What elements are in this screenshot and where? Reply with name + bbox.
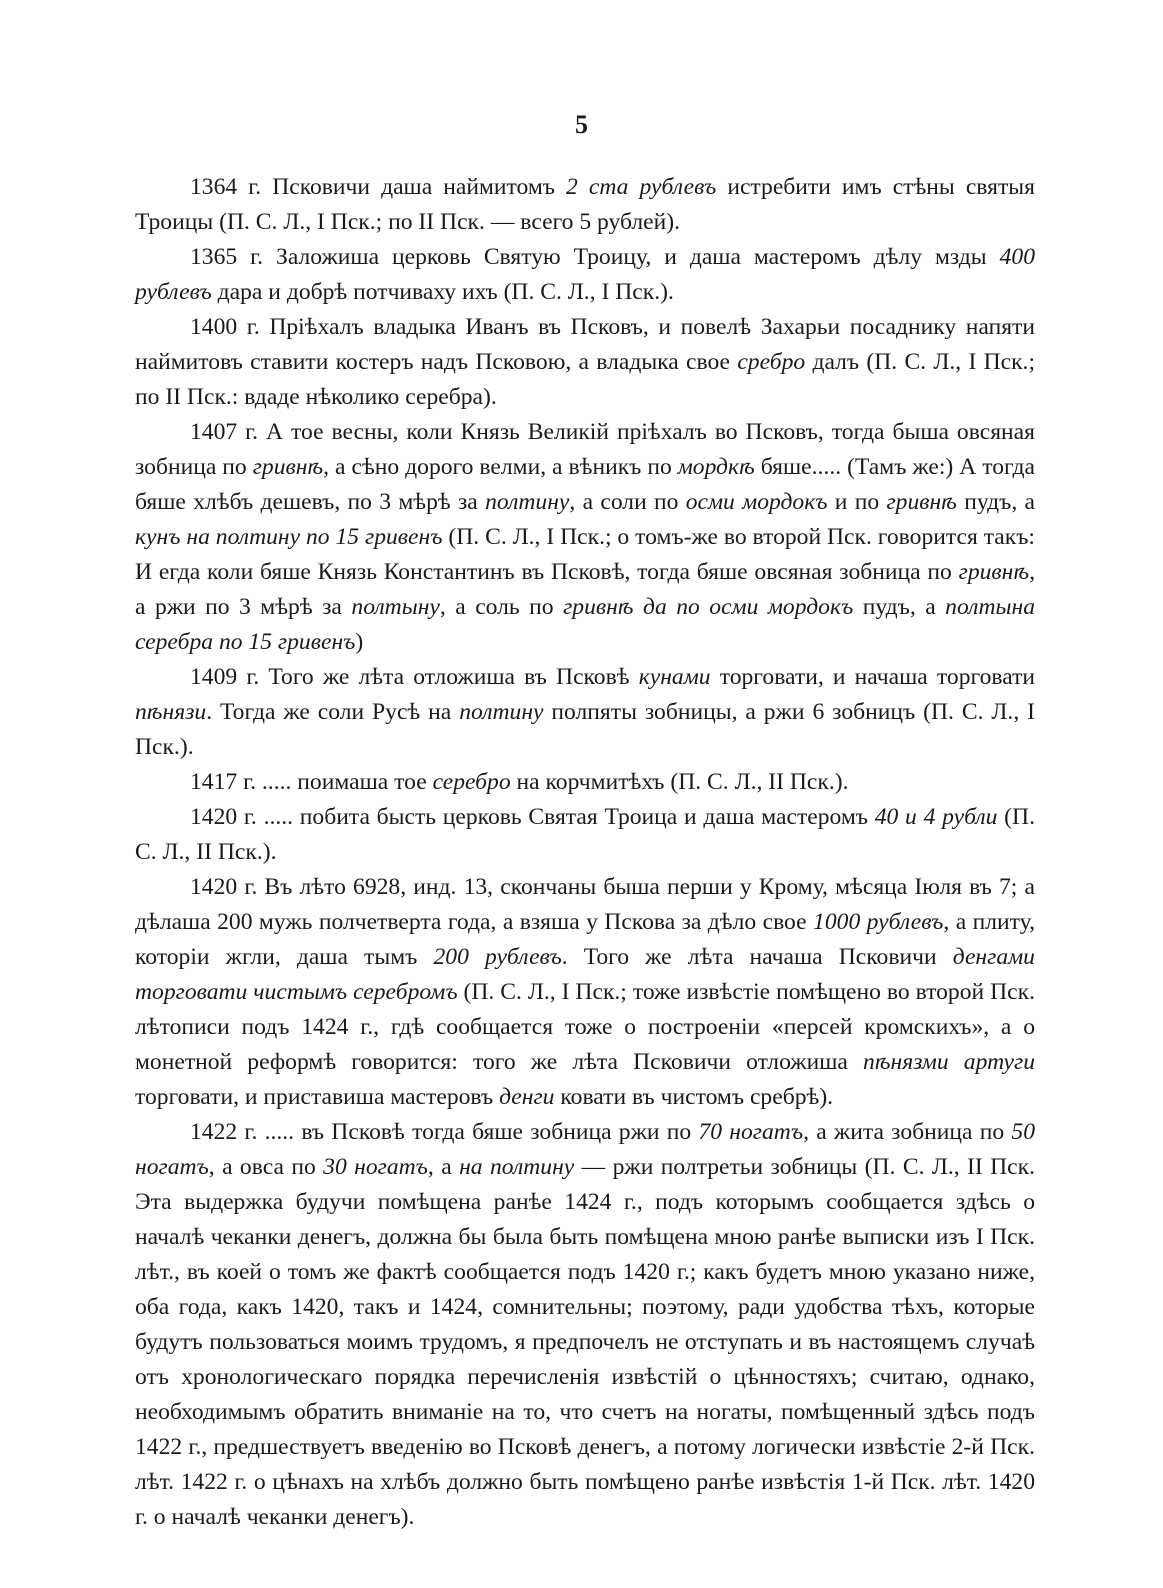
text-run: , а ржи по 3 мѣрѣ за — [135, 559, 1035, 620]
paragraph — [135, 1115, 1035, 1535]
italic-text: 200 рублевъ — [433, 944, 562, 970]
text-run: дара и добрѣ потчиваху ихъ (П. С. Л., I Пск.). — [211, 279, 674, 305]
paragraph — [135, 870, 1035, 1115]
italic-text: гривнѣ — [886, 489, 957, 515]
text-run: пудъ, а — [956, 489, 1036, 515]
text-run: , а плиту, которіи жгли, даша тымъ — [135, 909, 1035, 970]
paragraph — [135, 240, 1035, 310]
italic-text: 30 ногатъ — [323, 1154, 428, 1180]
text-run: , а овса по — [208, 1154, 324, 1180]
paragraph — [135, 310, 1035, 415]
paragraph — [135, 170, 1035, 240]
text-run: 1422 г. ..... въ Псковѣ тогда бяше зобница ржи по — [190, 1119, 699, 1145]
italic-text: полтину — [459, 699, 544, 725]
italic-text: гривнѣ да по осми мордокъ — [563, 594, 854, 620]
text-run: . Того же лѣта начаша Псковичи — [561, 944, 953, 970]
paragraph — [135, 415, 1035, 660]
text-run: 1420 г. Въ лѣто 6928, инд. 13, скончаны быша перши у Крому, мѣсяца Іюля въ 7; а дѣлаша 200 мужь полчетверта года, а взяша у Пскова за дѣло свое — [135, 874, 1035, 935]
text-run: (П. С. Л., II Пск.). — [135, 804, 1035, 865]
text-run: на корчмитѣхъ (П. С. Л., II Пск.). — [510, 769, 849, 795]
text-run: — ржи полтретьи зобницы (П. С. Л., II Пск. Эта выдержка будучи помѣщена ранѣе 1424 г., подъ которымъ сообщается здѣсь о началѣ чеканки денегъ, должна бы была быть помѣщена мною ранѣе выписки изъ I Пск. лѣт., въ коей о томъ же фактѣ сообщается подъ 1420 г.; какъ будетъ мною указано ниже, оба года, какъ 1420, такъ и 1424, сомнительны; поэтому, ради удобства тѣхъ, которые будутъ пользоваться моимъ трудомъ, я предпочелъ не отступать и въ настоящемъ случаѣ отъ хронологическаго порядка перечисленія извѣстій о цѣнностяхъ; считаю, однако, необходимымъ обратить вниманіе на то, что счетъ на ногаты, помѣщенный здѣсь подъ 1422 г., предшествуетъ введенію во Псковѣ денегъ, а потому логически извѣстіе 2-й Пск. лѣт. 1422 г. о цѣнахъ на хлѣбъ должно быть помѣщено ранѣе извѣстія 1-й Пск. лѣт. 1420 г. о началѣ чеканки денегъ). — [135, 1154, 1035, 1530]
text-run: (П. С. Л., I Пск.; тоже извѣстіе помѣщено во второй Пск. лѣтописи подъ 1424 г., гдѣ сообщается тоже о построеніи «персей кромскихъ», а о монетной реформѣ говорится: того же лѣта Псковичи отложиша — [135, 979, 1035, 1075]
italic-text: гривнѣ — [252, 454, 324, 480]
text-run: (П. С. Л., I Пск.; о томъ-же во второй Пск. говорится такъ: И егда коли бяше Князь Константинъ въ Псковѣ, тогда бяше овсяная зобница по — [135, 524, 1035, 585]
text-run: . Тогда же соли Русѣ на — [206, 699, 460, 725]
italic-text: 400 рублевъ — [135, 244, 1035, 305]
page-number: 5 — [575, 110, 588, 139]
italic-text: 1000 рублевъ — [813, 909, 944, 935]
italic-text: кунами — [638, 664, 711, 690]
text-run: истребити имъ стѣны святыя Троицы (П. С. Л., I Пск.; по II Пск. — всего 5 рублей). — [135, 174, 1035, 235]
italic-text: полтыну — [351, 594, 440, 620]
text-run: 1417 г. ..... поимаша тое — [190, 769, 433, 795]
italic-text: полтину — [485, 489, 570, 515]
body-text — [135, 170, 1035, 1535]
text-run: , а — [427, 1154, 460, 1180]
paragraph — [135, 765, 1035, 800]
text-run: 1420 г. ..... побита бысть церковь Святая Троица и даша мастеромъ — [190, 804, 875, 830]
italic-text: 40 и 4 рубли — [874, 804, 998, 830]
italic-text: 2 ста рублевъ — [566, 174, 717, 200]
text-run: 1407 г. А тое весны, коли Князь Великій пріѣхалъ во Псковъ, тогда быша овсяная зобница по — [135, 419, 1035, 480]
italic-text: денгами торговати чистымъ серебромъ — [135, 944, 1035, 1005]
text-run: ковати въ чистомъ сребрѣ). — [554, 1084, 834, 1110]
italic-text: сребро — [737, 349, 806, 375]
text-run: , а соли по — [569, 489, 686, 515]
italic-text: мордкѣ — [677, 454, 755, 480]
italic-text: на полтину — [459, 1154, 575, 1180]
italic-text: кунъ на полтину по 15 гривенъ — [135, 524, 443, 550]
text-run: торговати, и приставиша мастеровъ — [135, 1084, 500, 1110]
italic-text: осми мордокъ — [685, 489, 828, 515]
text-run: , а жита зобница по — [803, 1119, 1012, 1145]
italic-text: 70 ногатъ — [698, 1119, 804, 1145]
text-run: ) — [355, 629, 364, 655]
paragraph — [135, 800, 1035, 870]
italic-text: 50 ногатъ — [135, 1119, 1035, 1180]
text-run: , а сѣно дорого велми, а вѣникъ по — [323, 454, 678, 480]
text-run: 1365 г. Заложиша церковь Святую Троицу, и даша мастеромъ дѣлу мзды — [190, 244, 1000, 270]
text-run: бяше..... (Тамъ же:) А тогда бяше хлѣбъ дешевъ, по 3 мѣрѣ за — [135, 454, 1035, 515]
text-run: пудъ, а — [853, 594, 946, 620]
italic-text: гривнѣ — [958, 559, 1030, 585]
italic-text: пѣнязми артуги — [862, 1049, 1035, 1075]
text-run: 1400 г. Пріѣхалъ владыка Иванъ въ Псковъ, и повелѣ Захарьи посаднику напяти наймитовъ ставити костеръ надъ Псковою, а владыка свое — [135, 314, 1035, 375]
text-run: , а соль по — [439, 594, 564, 620]
italic-text: денги — [499, 1084, 555, 1110]
italic-text: полтына серебра по 15 гривенъ — [135, 594, 1035, 655]
text-run: полпяты зобницы, а ржи 6 зобницъ (П. С. Л., I Пск.). — [135, 699, 1035, 760]
italic-text: пѣнязи — [135, 699, 207, 725]
text-run: далъ (П. С. Л., I Пск.; по II Пск.: вдаде нѣколико серебра). — [135, 349, 1035, 410]
text-run: 1364 г. Псковичи даша наймитомъ — [190, 174, 567, 200]
italic-text: серебро — [432, 769, 511, 795]
paragraph — [135, 660, 1035, 765]
text-run: и по — [827, 489, 887, 515]
text-run: 1409 г. Того же лѣта отложиша въ Псковѣ — [190, 664, 639, 690]
text-run: торговати, и начаша торговати — [710, 664, 1036, 690]
